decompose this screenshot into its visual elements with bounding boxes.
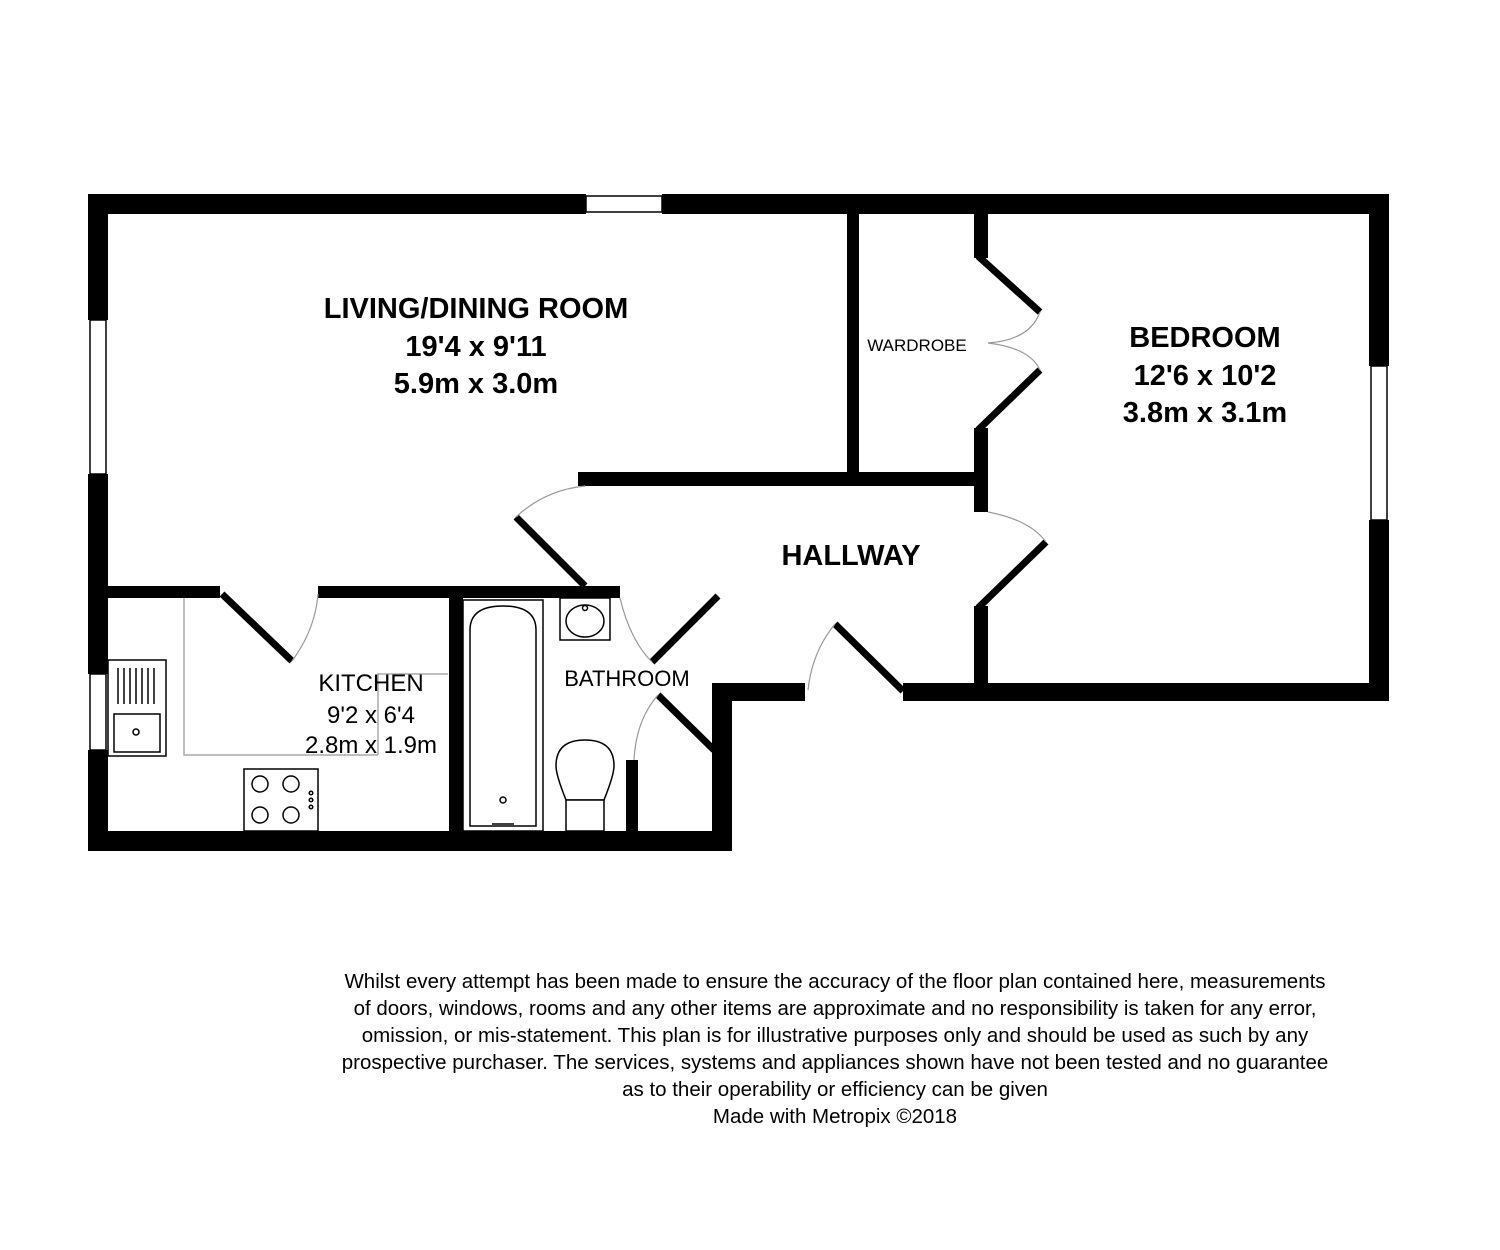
wardrobe-name: WARDROBE <box>867 336 967 355</box>
bathroom-fixtures <box>463 598 614 831</box>
entrance-door <box>835 624 903 691</box>
kitchen-door <box>222 594 292 661</box>
bedroom-metric: 3.8m x 3.1m <box>1122 397 1288 429</box>
toilet-icon <box>556 740 614 800</box>
disclaimer-line: prospective purchaser. The services, systems and appliances shown have not been tested and no guarantee <box>341 1051 1329 1074</box>
kitchen-metric: 2.8m x 1.9m <box>304 732 438 759</box>
wardrobe-door-upper <box>978 256 1040 312</box>
kitchen-name: KITCHEN <box>318 670 424 697</box>
disclaimer-line: of doors, windows, rooms and any other items are approximate and no responsibility is taken for any error, <box>353 997 1317 1020</box>
bathroom-name: BATHROOM <box>564 666 690 691</box>
disclaimer-line: omission, or mis-statement. This plan is for illustrative purposes only and should be used as such by any <box>361 1024 1309 1047</box>
living-room-name: LIVING/DINING ROOM <box>323 293 629 325</box>
hallway-name: HALLWAY <box>781 540 921 572</box>
disclaimer-line: Whilst every attempt has been made to ensure the accuracy of the floor plan contained here, measurements <box>344 970 1326 993</box>
disclaimer-line: as to their operability or efficiency can be given <box>622 1078 1048 1101</box>
disclaimer <box>235 968 1435 1130</box>
living-door <box>516 517 585 586</box>
bathroom-door-top <box>652 596 718 662</box>
window-top <box>586 196 662 212</box>
window-left-kitchen <box>90 674 106 750</box>
bedroom-door <box>978 542 1046 608</box>
living-room-metric: 5.9m x 3.0m <box>393 368 559 400</box>
exterior-walls <box>88 194 1389 851</box>
bedroom-imperial: 12'6 x 10'2 <box>1133 360 1277 392</box>
bedroom-name: BEDROOM <box>1129 322 1281 354</box>
window-left-living <box>90 320 106 474</box>
kitchen-imperial: 9'2 x 6'4 <box>327 702 415 729</box>
bathroom-door-bottom <box>658 695 714 750</box>
wardrobe-door-lower <box>978 370 1040 430</box>
window-right-bedroom <box>1371 366 1387 520</box>
metropix-credit: Made with Metropix ©2018 <box>712 1105 958 1128</box>
living-room-imperial: 19'4 x 9'11 <box>405 331 547 363</box>
sink-icon <box>108 660 166 756</box>
